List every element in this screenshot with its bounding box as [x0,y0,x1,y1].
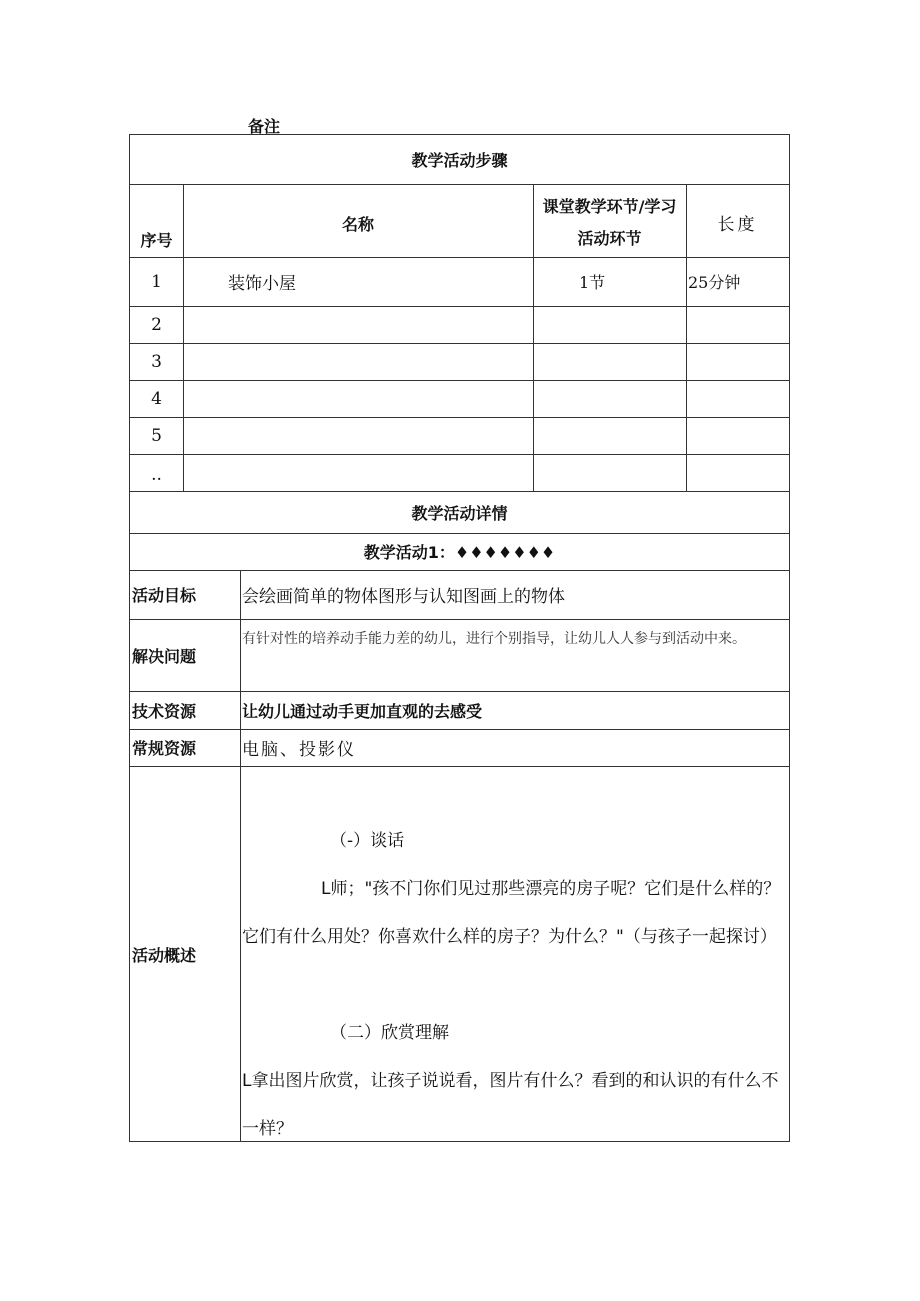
row-2-index: 2 [151,314,162,335]
row-1-session: 1节 [579,273,606,292]
header-name: 名称 [341,215,374,234]
regular-label: 常规资源 [132,739,197,758]
details-section-title: 教学活动详情 [411,503,508,523]
tech-label: 技术资源 [132,701,197,721]
header-session: 课堂教学环节/学习活动环节 [542,196,677,248]
row-3-index: 3 [151,351,162,372]
lesson-plan-table [129,134,790,1142]
activity-title: 教学活动1：♦♦♦♦♦♦♦ [363,543,556,562]
regular-value: 电脑、投影仪 [242,740,356,760]
row-1-index: 1 [151,271,162,292]
header-length: 长度 [717,215,758,235]
overview-heading-1: （-）谈话 [330,831,405,851]
row-1-name: 装饰小屋 [228,274,296,294]
overview-heading-2: （二）欣赏理解 [330,1023,449,1043]
row-1-length: 25分钟 [688,273,741,292]
steps-section-title: 教学活动步骤 [411,151,508,170]
note-label: 备注 [248,117,281,136]
problem-value: 有针对性的培养动手能力差的幼儿，进行个别指导，让幼儿人人参与到活动中来。 [242,631,746,647]
problem-label: 解决问题 [132,646,197,666]
row-4-index: 4 [151,388,162,409]
overview-paragraph-2: L拿出图片欣赏，让孩子说说看，图片有什么？看到的和认识的有什么不一样？ [242,1071,779,1139]
overview-label: 活动概述 [132,945,197,965]
goal-value: 会绘画简单的物体图形与认知图画上的物体 [242,587,565,607]
goal-label: 活动目标 [132,586,197,605]
row-5-index: 5 [151,425,162,446]
header-index: 序号 [140,231,173,250]
tech-value: 让幼儿通过动手更加直观的去感受 [242,701,483,721]
overview-paragraph-1: L师；"孩不门你们见过那些漂亮的房子呢？它们是什么样的？它们有什么用处？你喜欢什么样的房子？为什么？"（与孩子一起探讨） [242,879,781,947]
row-6-index: .. [151,465,162,485]
